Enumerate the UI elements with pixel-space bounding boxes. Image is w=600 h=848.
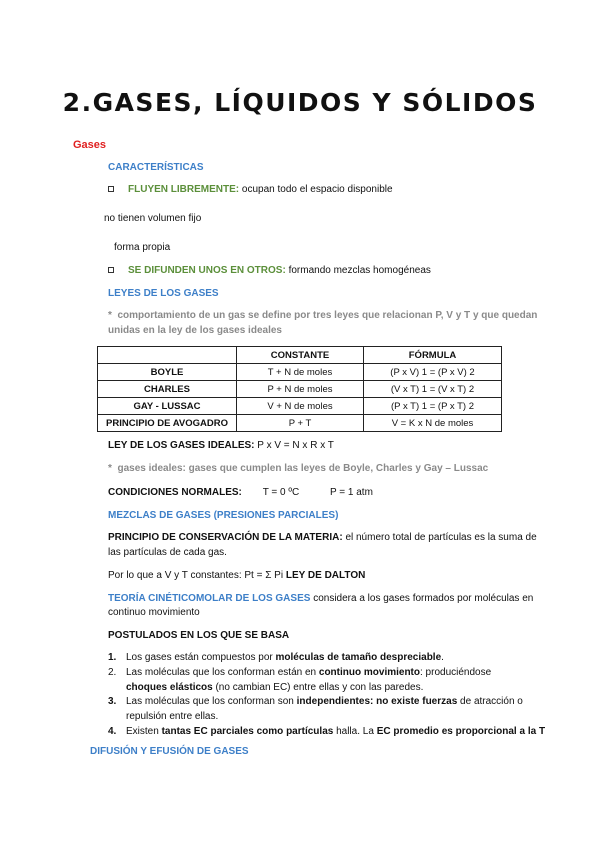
section-heading-gases: Gases bbox=[73, 139, 107, 151]
leyes-note-line1: * comportamiento de un gas se define por tres leyes que relacionan P, V y T y que quedan bbox=[108, 310, 538, 321]
gas-laws-table bbox=[97, 346, 502, 432]
principio-key: PRINCIPIO DE CONSERVACIÓN DE LA MATERIA: bbox=[108, 532, 343, 543]
ideal-key: LEY DE LOS GASES IDEALES: bbox=[108, 440, 255, 451]
principio-line2: las partículas de cada gas. bbox=[108, 547, 227, 558]
ideal-note: * gases ideales: gases que cumplen las leyes de Boyle, Charles y Gay – Lussac bbox=[108, 463, 489, 474]
table-row bbox=[98, 415, 502, 432]
teoria-text: considera a los gases formados por moléculas en bbox=[313, 593, 534, 604]
list-item: 2. Las moléculas que los conforman están en continuo movimiento: produciéndose bbox=[108, 667, 492, 678]
dalton-key: LEY DE DALTON bbox=[285, 570, 366, 581]
law-constant: P + T bbox=[237, 415, 364, 432]
teoria-heading: TEORÍA CINÉTICOMOLAR DE LOS GASES bbox=[108, 593, 311, 604]
difunden-key: SE DIFUNDEN UNOS EN OTROS: bbox=[128, 265, 286, 276]
bullet-square-icon bbox=[108, 267, 114, 273]
law-constant: P + N de moles bbox=[237, 381, 364, 398]
asterisk-icon: * bbox=[108, 310, 112, 321]
asterisk-icon: * bbox=[108, 463, 112, 474]
table-header-cell bbox=[98, 347, 237, 364]
leyes-note-line2: unidas en la ley de los gases ideales bbox=[108, 325, 282, 336]
list-item-continuation: repulsión entre ellas. bbox=[126, 711, 219, 722]
principio-text: el número total de partículas es la suma de bbox=[345, 532, 537, 543]
forma-line: forma propia bbox=[114, 242, 171, 253]
mezclas-heading: MEZCLAS DE GASES (PRESIONES PARCIALES) bbox=[108, 510, 339, 521]
law-constant: V + N de moles bbox=[237, 398, 364, 415]
normales-p: P = 1 atm bbox=[330, 487, 373, 498]
table-row bbox=[98, 381, 502, 398]
teoria-line2: continuo movimiento bbox=[108, 607, 200, 618]
table-row bbox=[98, 364, 502, 381]
condiciones-normales bbox=[108, 487, 373, 498]
volumen-line: no tienen volumen fijo bbox=[104, 213, 202, 224]
table-row bbox=[98, 398, 502, 415]
fluyen-text: ocupan todo el espacio disponible bbox=[241, 184, 393, 195]
normales-t: T = 0 ºC bbox=[262, 487, 300, 498]
law-formula: V = K x N de moles bbox=[364, 415, 502, 432]
fluyen-key: FLUYEN LIBREMENTE: bbox=[128, 184, 240, 195]
list-item: 4. Existen tantas EC parciales como partículas halla. La EC promedio es proporcional a la T bbox=[108, 726, 546, 737]
principio-line1 bbox=[108, 532, 537, 543]
caracteristicas-heading: CARACTERÍSTICAS bbox=[108, 162, 204, 173]
law-name: CHARLES bbox=[98, 381, 237, 398]
law-constant: T + N de moles bbox=[237, 364, 364, 381]
table-header-cell: FÓRMULA bbox=[364, 347, 502, 364]
normales-key: CONDICIONES NORMALES: bbox=[108, 487, 242, 498]
leyes-heading: LEYES DE LOS GASES bbox=[108, 288, 219, 299]
ideal-formula: P x V = N x R x T bbox=[257, 440, 334, 451]
law-name: BOYLE bbox=[98, 364, 237, 381]
law-name: GAY - LUSSAC bbox=[98, 398, 237, 415]
difusion-heading: DIFUSIÓN Y EFUSIÓN DE GASES bbox=[90, 746, 249, 757]
list-item: 3. Las moléculas que los conforman son independientes: no existe fuerzas de atracción o bbox=[108, 696, 523, 707]
table-header-row bbox=[98, 347, 502, 364]
bullet-fluyen bbox=[108, 184, 393, 195]
law-formula: (V x T) 1 = (V x T) 2 bbox=[364, 381, 502, 398]
teoria-line1 bbox=[108, 593, 533, 604]
dalton-line bbox=[108, 570, 365, 581]
table-header-cell: CONSTANTE bbox=[237, 347, 364, 364]
list-item-continuation: choques elásticos (no cambian EC) entre ellas y con las paredes. bbox=[126, 682, 424, 693]
ley-gases-ideales bbox=[108, 440, 334, 451]
postulados-heading: POSTULADOS EN LOS QUE SE BASA bbox=[108, 630, 290, 641]
difunden-text: formando mezclas homogéneas bbox=[288, 265, 431, 276]
law-name: PRINCIPIO DE AVOGADRO bbox=[98, 415, 237, 432]
bullet-square-icon bbox=[108, 186, 114, 192]
page-title: 2.GASES, LÍQUIDOS Y SÓLIDOS bbox=[62, 88, 538, 117]
law-formula: (P x V) 1 = (P x V) 2 bbox=[364, 364, 502, 381]
dalton-text: Por lo que a V y T constantes: Pt = Σ Pi bbox=[108, 570, 284, 581]
list-item: 1. Los gases están compuestos por moléculas de tamaño despreciable. bbox=[108, 652, 444, 663]
bullet-difunden bbox=[108, 265, 431, 276]
law-formula: (P x T) 1 = (P x T) 2 bbox=[364, 398, 502, 415]
